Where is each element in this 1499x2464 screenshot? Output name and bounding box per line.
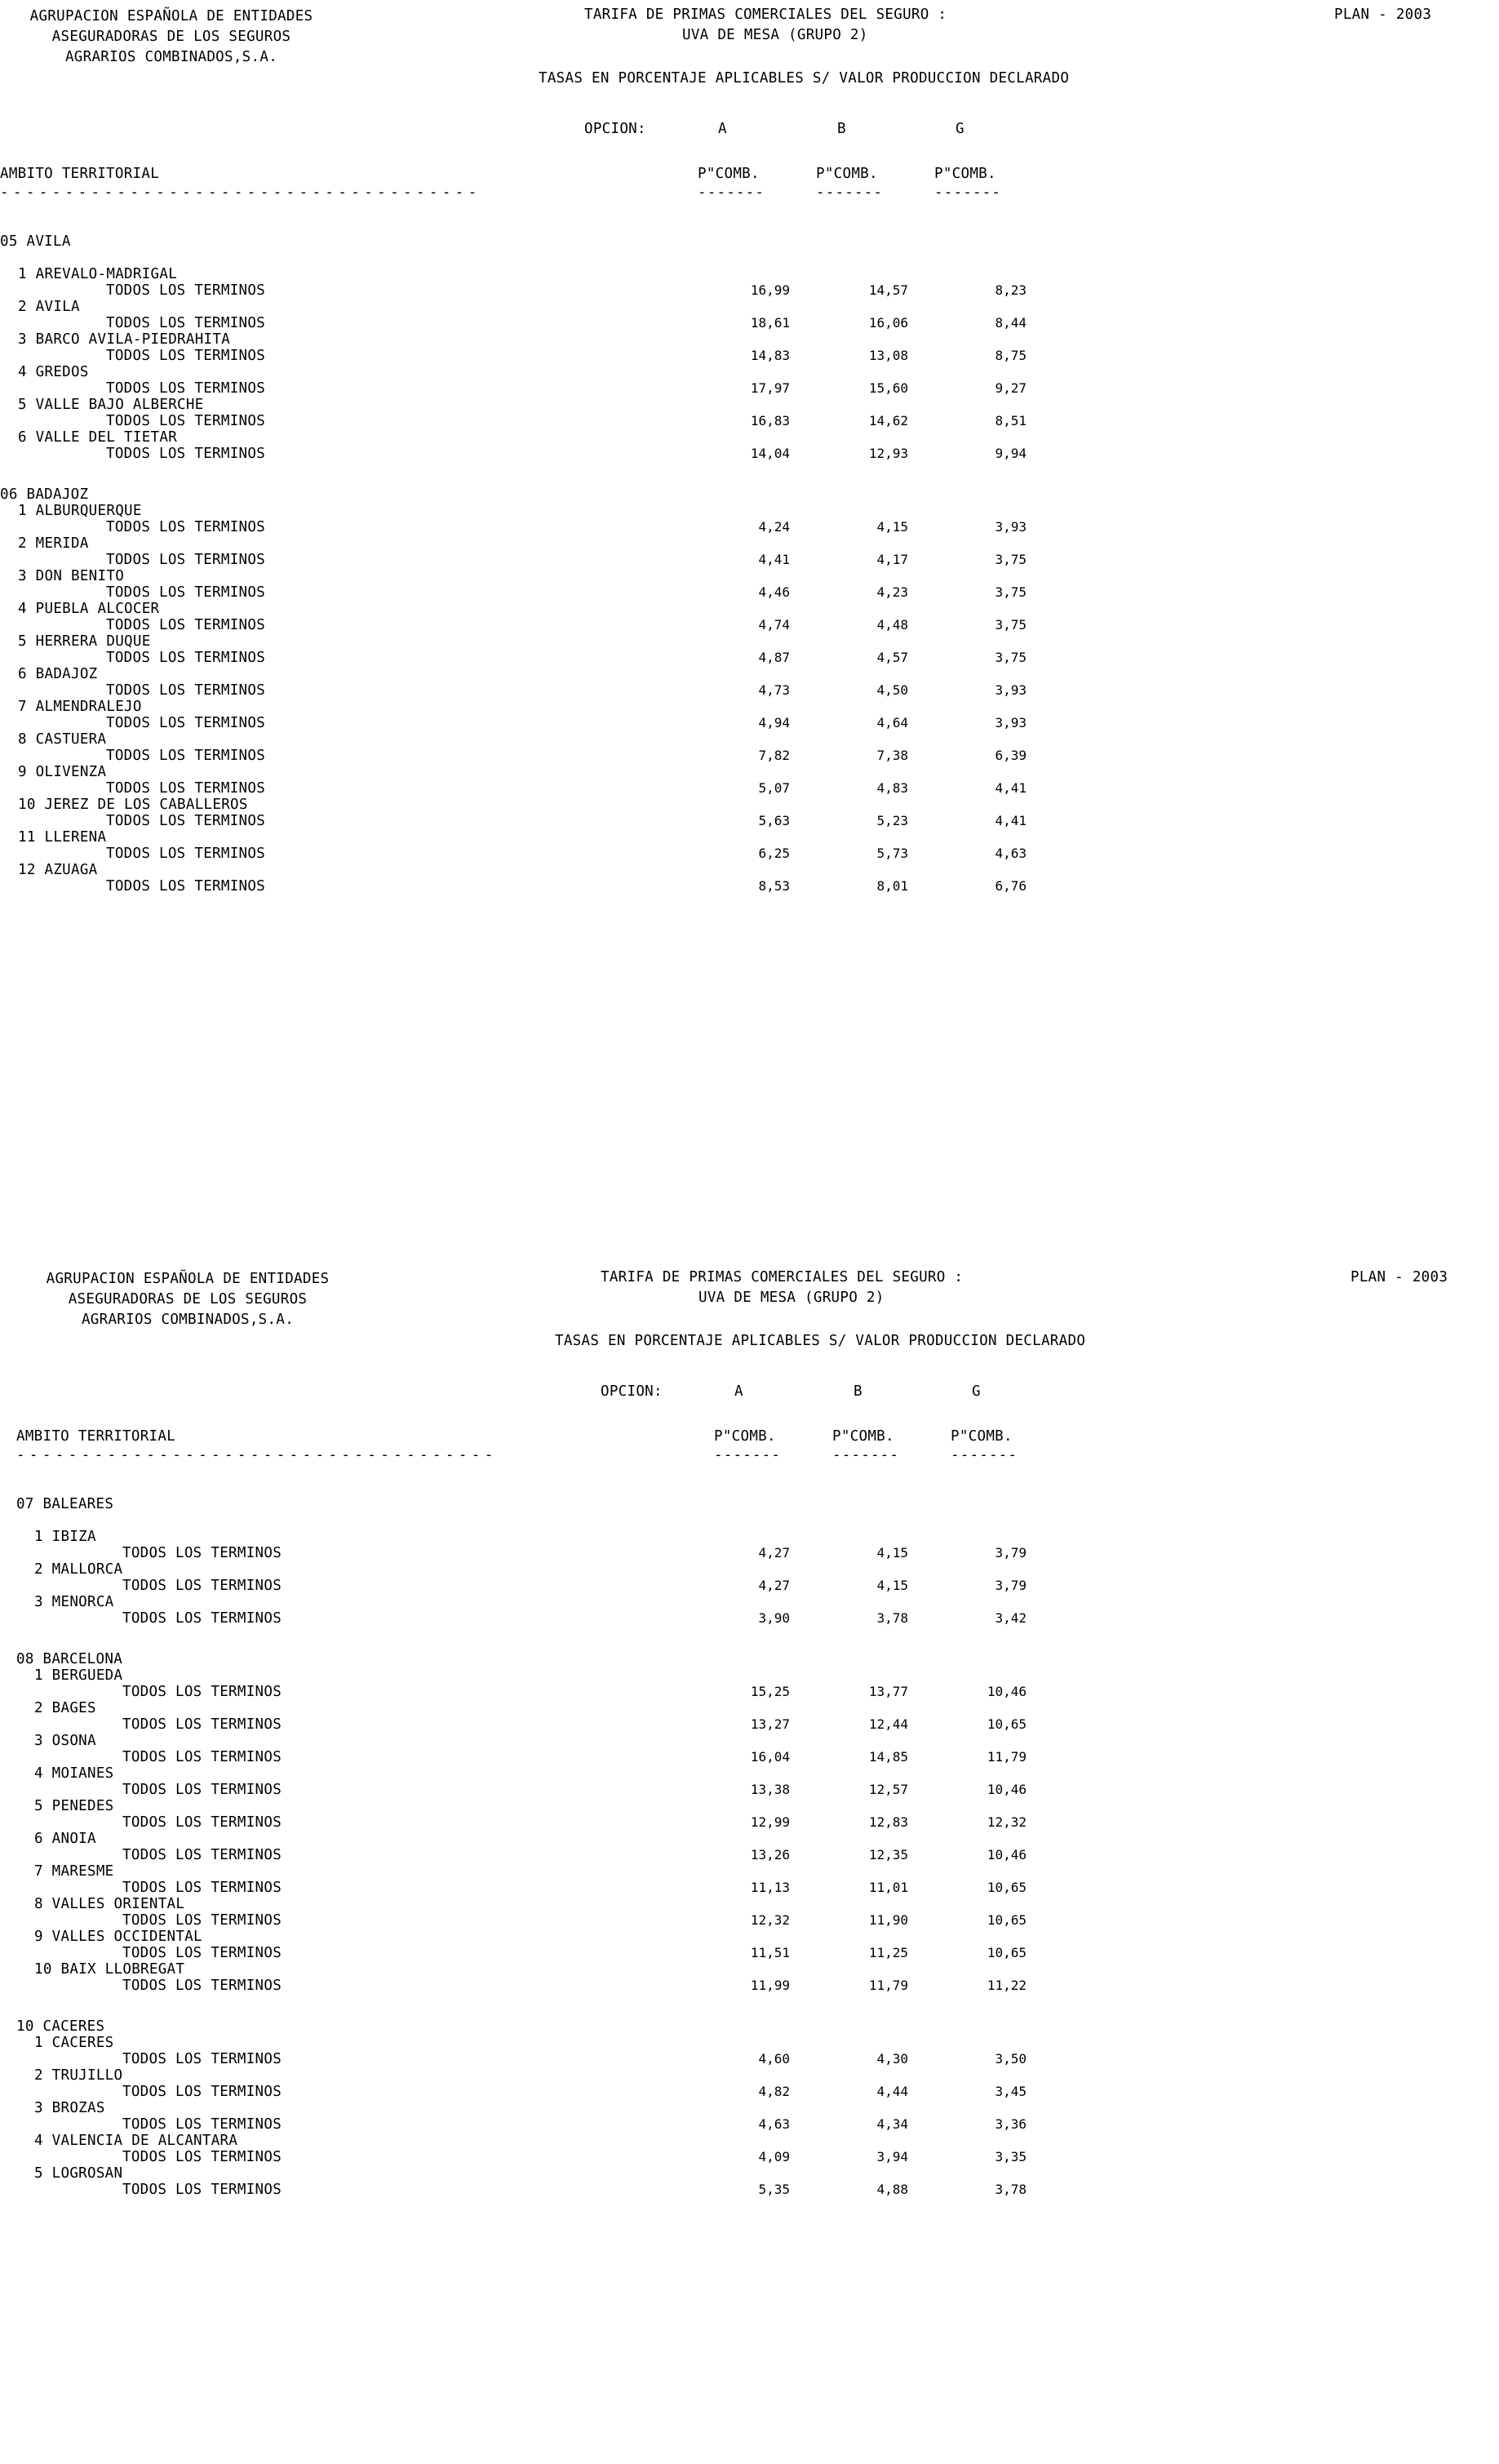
- opcion-value-a: A: [734, 1383, 743, 1400]
- value-option-a: 4,60: [758, 2051, 790, 2067]
- row-label: TODOS LOS TERMINOS: [122, 1814, 282, 1831]
- table-row: [0, 1749, 1499, 1765]
- value-option-g: 9,94: [995, 446, 1027, 461]
- column-header-b: P"COMB.: [816, 166, 878, 182]
- table-row: [0, 1978, 1499, 1994]
- row-label: TODOS LOS TERMINOS: [106, 348, 266, 364]
- value-option-g: 10,46: [987, 1847, 1027, 1862]
- value-option-b: 13,08: [868, 348, 908, 363]
- table-row: [0, 2051, 1499, 2067]
- value-option-a: 5,35: [758, 2182, 790, 2197]
- table-row: [0, 2182, 1499, 2198]
- table-row: [0, 315, 1499, 331]
- value-option-g: 3,45: [995, 2084, 1027, 2099]
- value-option-a: 12,32: [750, 1912, 790, 1928]
- zone-heading: 2 TRUJILLO: [34, 2067, 123, 2084]
- value-option-a: 16,83: [750, 413, 790, 428]
- table-row: [0, 380, 1499, 397]
- value-option-b: 4,34: [876, 2116, 908, 2132]
- opcion-value-b: B: [837, 121, 846, 137]
- zone-heading: 9 VALLES OCCIDENTAL: [34, 1929, 202, 1945]
- plan-label: PLAN - 2003: [1334, 7, 1432, 23]
- value-option-a: 4,94: [758, 715, 790, 730]
- value-option-b: 15,60: [868, 380, 908, 396]
- organization-line-1: AGRUPACION ESPAÑOLA DE ENTIDADES: [46, 1271, 330, 1287]
- value-option-b: 11,25: [868, 1945, 908, 1960]
- plan-label: PLAN - 2003: [1350, 1269, 1448, 1285]
- table-row: [0, 1578, 1499, 1594]
- value-option-a: 14,04: [750, 446, 790, 461]
- value-option-b: 4,15: [876, 1578, 908, 1593]
- table-row: [0, 1716, 1499, 1733]
- row-label: TODOS LOS TERMINOS: [122, 1684, 282, 1700]
- organization-line-3: AGRARIOS COMBINADOS,S.A.: [81, 1312, 295, 1328]
- value-option-b: 12,35: [868, 1847, 908, 1862]
- row-label: TODOS LOS TERMINOS: [106, 446, 266, 462]
- value-option-a: 12,99: [750, 1814, 790, 1830]
- row-label: TODOS LOS TERMINOS: [106, 748, 266, 764]
- value-option-g: 11,22: [987, 1978, 1027, 1993]
- ambito-divider: -------------------------------------: [0, 184, 481, 201]
- table-row: [0, 348, 1499, 364]
- value-option-g: 3,79: [995, 1578, 1027, 1593]
- value-option-b: 4,88: [876, 2182, 908, 2197]
- value-option-b: 5,73: [876, 846, 908, 861]
- value-option-g: 10,65: [987, 1912, 1027, 1928]
- value-option-b: 4,23: [876, 584, 908, 600]
- table-row: [0, 413, 1499, 429]
- table-row: [0, 1814, 1499, 1831]
- value-option-b: 4,57: [876, 650, 908, 665]
- value-option-g: 12,32: [987, 1814, 1027, 1830]
- value-option-g: 3,75: [995, 552, 1027, 567]
- value-option-b: 16,06: [868, 315, 908, 331]
- organization-line-3: AGRARIOS COMBINADOS,S.A.: [64, 49, 278, 65]
- value-option-g: 4,41: [995, 813, 1027, 828]
- value-option-b: 11,01: [868, 1880, 908, 1895]
- value-option-g: 8,51: [995, 413, 1027, 428]
- value-option-g: 3,36: [995, 2116, 1027, 2132]
- zone-heading: 6 VALLE DEL TIETAR: [18, 429, 178, 446]
- column-header-a: P"COMB.: [698, 166, 760, 182]
- row-label: TODOS LOS TERMINOS: [106, 846, 266, 862]
- opcion-value-b: B: [854, 1383, 863, 1400]
- province-heading: 07 BALEARES: [16, 1496, 114, 1512]
- zone-heading: 12 AZUAGA: [18, 862, 98, 878]
- row-label: TODOS LOS TERMINOS: [122, 1782, 282, 1798]
- ambito-territorial-header: AMBITO TERRITORIAL: [0, 166, 160, 182]
- table-row: [0, 1684, 1499, 1700]
- zone-heading: 3 MENORCA: [34, 1594, 114, 1610]
- column-divider: -------: [816, 184, 884, 201]
- value-option-a: 6,25: [758, 846, 790, 861]
- province-heading: 08 BARCELONA: [16, 1651, 123, 1667]
- zone-heading: 9 OLIVENZA: [18, 764, 107, 780]
- value-option-b: 12,93: [868, 446, 908, 461]
- row-label: TODOS LOS TERMINOS: [106, 715, 266, 731]
- province-heading: 06 BADAJOZ: [0, 486, 89, 503]
- value-option-b: 4,64: [876, 715, 908, 730]
- value-option-b: 13,77: [868, 1684, 908, 1699]
- table-row: [0, 1782, 1499, 1798]
- document-title-line-2: UVA DE MESA (GRUPO 2): [682, 27, 868, 43]
- row-label: TODOS LOS TERMINOS: [122, 1716, 282, 1733]
- row-label: TODOS LOS TERMINOS: [122, 1945, 282, 1961]
- value-option-a: 15,25: [750, 1684, 790, 1699]
- value-option-b: 4,44: [876, 2084, 908, 2099]
- value-option-g: 3,93: [995, 519, 1027, 535]
- zone-heading: 1 ALBURQUERQUE: [18, 503, 142, 519]
- zone-heading: 8 VALLES ORIENTAL: [34, 1896, 185, 1912]
- value-option-g: 3,78: [995, 2182, 1027, 2197]
- ambito-territorial-header: AMBITO TERRITORIAL: [16, 1428, 176, 1445]
- column-header-b: P"COMB.: [832, 1428, 894, 1445]
- row-label: TODOS LOS TERMINOS: [122, 1978, 282, 1994]
- row-label: TODOS LOS TERMINOS: [106, 650, 266, 666]
- value-option-a: 7,82: [758, 748, 790, 763]
- table-row: [0, 1912, 1499, 1929]
- row-label: TODOS LOS TERMINOS: [122, 2149, 282, 2165]
- column-divider: -------: [714, 1447, 782, 1463]
- value-option-b: 14,62: [868, 413, 908, 428]
- row-label: TODOS LOS TERMINOS: [122, 2051, 282, 2067]
- zone-heading: 8 CASTUERA: [18, 731, 107, 748]
- value-option-b: 4,83: [876, 780, 908, 796]
- zone-heading: 2 AVILA: [18, 299, 80, 315]
- table-row: [0, 1880, 1499, 1896]
- zone-heading: 5 HERRERA DUQUE: [18, 633, 151, 650]
- zone-heading: 7 MARESME: [34, 1863, 114, 1880]
- value-option-b: 4,50: [876, 682, 908, 698]
- table-row: [0, 1945, 1499, 1961]
- table-row: [0, 780, 1499, 797]
- value-option-a: 11,99: [750, 1978, 790, 1993]
- table-row: [0, 846, 1499, 862]
- zone-heading: 6 ANOIA: [34, 1831, 96, 1847]
- row-label: TODOS LOS TERMINOS: [106, 682, 266, 699]
- document-title-line-1: TARIFA DE PRIMAS COMERCIALES DEL SEGURO :: [584, 7, 947, 23]
- value-option-b: 14,57: [868, 282, 908, 298]
- zone-heading: 4 PUEBLA ALCOCER: [18, 601, 160, 617]
- row-label: TODOS LOS TERMINOS: [106, 813, 266, 829]
- value-option-a: 4,27: [758, 1545, 790, 1561]
- zone-heading: 2 MERIDA: [18, 535, 89, 552]
- row-label: TODOS LOS TERMINOS: [106, 780, 266, 797]
- table-row: [0, 617, 1499, 633]
- value-option-a: 18,61: [750, 315, 790, 331]
- table-row: [0, 519, 1499, 535]
- zone-heading: 4 MOIANES: [34, 1765, 114, 1782]
- value-option-a: 4,24: [758, 519, 790, 535]
- table-row: [0, 715, 1499, 731]
- column-header-a: P"COMB.: [714, 1428, 776, 1445]
- zone-heading: 4 VALENCIA DE ALCANTARA: [34, 2133, 238, 2149]
- value-option-a: 4,74: [758, 617, 790, 633]
- row-label: TODOS LOS TERMINOS: [106, 584, 266, 601]
- zone-heading: 5 LOGROSAN: [34, 2165, 123, 2182]
- value-option-g: 4,63: [995, 846, 1027, 861]
- value-option-b: 4,48: [876, 617, 908, 633]
- table-row: [0, 878, 1499, 895]
- value-option-a: 4,46: [758, 584, 790, 600]
- value-option-g: 3,42: [995, 1610, 1027, 1626]
- row-label: TODOS LOS TERMINOS: [122, 2182, 282, 2198]
- column-header-g: P"COMB.: [934, 166, 996, 182]
- zone-heading: 4 GREDOS: [18, 364, 89, 380]
- value-option-g: 10,65: [987, 1880, 1027, 1895]
- province-heading: 10 CACERES: [16, 2018, 105, 2035]
- opcion-value-a: A: [718, 121, 727, 137]
- value-option-b: 12,44: [868, 1716, 908, 1732]
- value-option-b: 5,23: [876, 813, 908, 828]
- value-option-g: 3,79: [995, 1545, 1027, 1561]
- document-subtitle: TASAS EN PORCENTAJE APLICABLES S/ VALOR PRODUCCION DECLARADO: [539, 70, 1070, 87]
- zone-heading: 1 CACERES: [34, 2035, 114, 2051]
- row-label: TODOS LOS TERMINOS: [106, 380, 266, 397]
- value-option-a: 4,41: [758, 552, 790, 567]
- value-option-a: 4,87: [758, 650, 790, 665]
- table-row: [0, 2084, 1499, 2100]
- value-option-b: 3,78: [876, 1610, 908, 1626]
- value-option-b: 12,83: [868, 1814, 908, 1830]
- value-option-a: 13,26: [750, 1847, 790, 1862]
- value-option-g: 4,41: [995, 780, 1027, 796]
- value-option-a: 16,99: [750, 282, 790, 298]
- table-row: [0, 1610, 1499, 1627]
- document-subtitle: TASAS EN PORCENTAJE APLICABLES S/ VALOR PRODUCCION DECLARADO: [555, 1333, 1086, 1349]
- value-option-a: 8,53: [758, 878, 790, 894]
- value-option-b: 11,79: [868, 1978, 908, 1993]
- table-row: [0, 1545, 1499, 1561]
- value-option-b: 7,38: [876, 748, 908, 763]
- value-option-g: 3,75: [995, 584, 1027, 600]
- document-title-line-2: UVA DE MESA (GRUPO 2): [698, 1290, 885, 1306]
- opcion-label: OPCION:: [601, 1383, 663, 1400]
- value-option-a: 5,63: [758, 813, 790, 828]
- value-option-a: 11,51: [750, 1945, 790, 1960]
- table-row: [0, 682, 1499, 699]
- row-label: TODOS LOS TERMINOS: [122, 2084, 282, 2100]
- value-option-g: 3,35: [995, 2149, 1027, 2164]
- value-option-g: 3,93: [995, 715, 1027, 730]
- zone-heading: 3 DON BENITO: [18, 568, 125, 584]
- row-label: TODOS LOS TERMINOS: [106, 519, 266, 535]
- zone-heading: 3 BROZAS: [34, 2100, 105, 2116]
- value-option-g: 3,75: [995, 617, 1027, 633]
- row-label: TODOS LOS TERMINOS: [122, 1912, 282, 1929]
- value-option-a: 4,27: [758, 1578, 790, 1593]
- row-label: TODOS LOS TERMINOS: [106, 282, 266, 299]
- value-option-a: 4,82: [758, 2084, 790, 2099]
- row-label: TODOS LOS TERMINOS: [122, 1578, 282, 1594]
- value-option-a: 4,63: [758, 2116, 790, 2132]
- value-option-b: 14,85: [868, 1749, 908, 1765]
- row-label: TODOS LOS TERMINOS: [106, 315, 266, 331]
- column-divider: -------: [934, 184, 1002, 201]
- value-option-a: 17,97: [750, 380, 790, 396]
- table-row: [0, 1847, 1499, 1863]
- zone-heading: 7 ALMENDRALEJO: [18, 699, 142, 715]
- row-label: TODOS LOS TERMINOS: [106, 552, 266, 568]
- zone-heading: 1 BERGUEDA: [34, 1667, 123, 1684]
- zone-heading: 3 OSONA: [34, 1733, 96, 1749]
- value-option-g: 11,79: [987, 1749, 1027, 1765]
- value-option-a: 3,90: [758, 1610, 790, 1626]
- table-row: [0, 552, 1499, 568]
- value-option-g: 3,50: [995, 2051, 1027, 2067]
- value-option-g: 10,65: [987, 1945, 1027, 1960]
- organization-block: [0, 7, 343, 68]
- value-option-a: 5,07: [758, 780, 790, 796]
- value-option-g: 3,75: [995, 650, 1027, 665]
- row-label: TODOS LOS TERMINOS: [122, 1880, 282, 1896]
- zone-heading: 11 LLERENA: [18, 829, 107, 846]
- value-option-b: 12,57: [868, 1782, 908, 1797]
- value-option-b: 4,30: [876, 2051, 908, 2067]
- ambito-divider: -------------------------------------: [16, 1447, 498, 1463]
- table-row: [0, 2149, 1499, 2165]
- column-divider: -------: [951, 1447, 1018, 1463]
- value-option-b: 11,90: [868, 1912, 908, 1928]
- zone-heading: 1 IBIZA: [34, 1529, 96, 1545]
- column-header-g: P"COMB.: [951, 1428, 1013, 1445]
- table-row: [0, 650, 1499, 666]
- zone-heading: 2 MALLORCA: [34, 1561, 123, 1578]
- value-option-g: 6,76: [995, 878, 1027, 894]
- table-row: [0, 813, 1499, 829]
- zone-heading: 3 BARCO AVILA-PIEDRAHITA: [18, 331, 231, 348]
- table-row: [0, 446, 1499, 462]
- value-option-a: 4,09: [758, 2149, 790, 2164]
- row-label: TODOS LOS TERMINOS: [106, 878, 266, 895]
- value-option-b: 4,17: [876, 552, 908, 567]
- value-option-g: 9,27: [995, 380, 1027, 396]
- value-option-g: 8,75: [995, 348, 1027, 363]
- row-label: TODOS LOS TERMINOS: [122, 1545, 282, 1561]
- province-heading: 05 AVILA: [0, 233, 71, 250]
- row-label: TODOS LOS TERMINOS: [122, 2116, 282, 2133]
- opcion-value-g: G: [956, 121, 965, 137]
- value-option-g: 8,44: [995, 315, 1027, 331]
- column-divider: -------: [832, 1447, 900, 1463]
- value-option-b: 3,94: [876, 2149, 908, 2164]
- opcion-value-g: G: [972, 1383, 981, 1400]
- value-option-g: 10,46: [987, 1684, 1027, 1699]
- table-row: [0, 584, 1499, 601]
- value-option-g: 10,65: [987, 1716, 1027, 1732]
- document-title-line-1: TARIFA DE PRIMAS COMERCIALES DEL SEGURO :: [601, 1269, 964, 1285]
- column-divider: -------: [698, 184, 765, 201]
- value-option-a: 11,13: [750, 1880, 790, 1895]
- value-option-g: 10,46: [987, 1782, 1027, 1797]
- organization-block: [16, 1269, 359, 1330]
- zone-heading: 5 PENEDES: [34, 1798, 114, 1814]
- value-option-a: 13,38: [750, 1782, 790, 1797]
- value-option-a: 4,73: [758, 682, 790, 698]
- row-label: TODOS LOS TERMINOS: [106, 617, 266, 633]
- value-option-g: 6,39: [995, 748, 1027, 763]
- table-row: [0, 282, 1499, 299]
- table-row: [0, 2116, 1499, 2133]
- opcion-label: OPCION:: [584, 121, 646, 137]
- zone-heading: 6 BADAJOZ: [18, 666, 98, 682]
- row-label: TODOS LOS TERMINOS: [106, 413, 266, 429]
- value-option-b: 4,15: [876, 1545, 908, 1561]
- row-label: TODOS LOS TERMINOS: [122, 1610, 282, 1627]
- row-label: TODOS LOS TERMINOS: [122, 1847, 282, 1863]
- value-option-g: 8,23: [995, 282, 1027, 298]
- zone-heading: 2 BAGES: [34, 1700, 96, 1716]
- value-option-b: 4,15: [876, 519, 908, 535]
- value-option-a: 14,83: [750, 348, 790, 363]
- organization-line-2: ASEGURADORAS DE LOS SEGUROS: [51, 29, 291, 45]
- zone-heading: 10 BAIX LLOBREGAT: [34, 1961, 185, 1978]
- row-label: TODOS LOS TERMINOS: [122, 1749, 282, 1765]
- value-option-b: 8,01: [876, 878, 908, 894]
- organization-line-1: AGRUPACION ESPAÑOLA DE ENTIDADES: [29, 8, 313, 24]
- value-option-a: 13,27: [750, 1716, 790, 1732]
- zone-heading: 10 JEREZ DE LOS CABALLEROS: [18, 797, 248, 813]
- organization-line-2: ASEGURADORAS DE LOS SEGUROS: [68, 1291, 308, 1307]
- table-row: [0, 748, 1499, 764]
- zone-heading: 5 VALLE BAJO ALBERCHE: [18, 397, 204, 413]
- value-option-g: 3,93: [995, 682, 1027, 698]
- zone-heading: 1 AREVALO-MADRIGAL: [18, 266, 178, 282]
- value-option-a: 16,04: [750, 1749, 790, 1765]
